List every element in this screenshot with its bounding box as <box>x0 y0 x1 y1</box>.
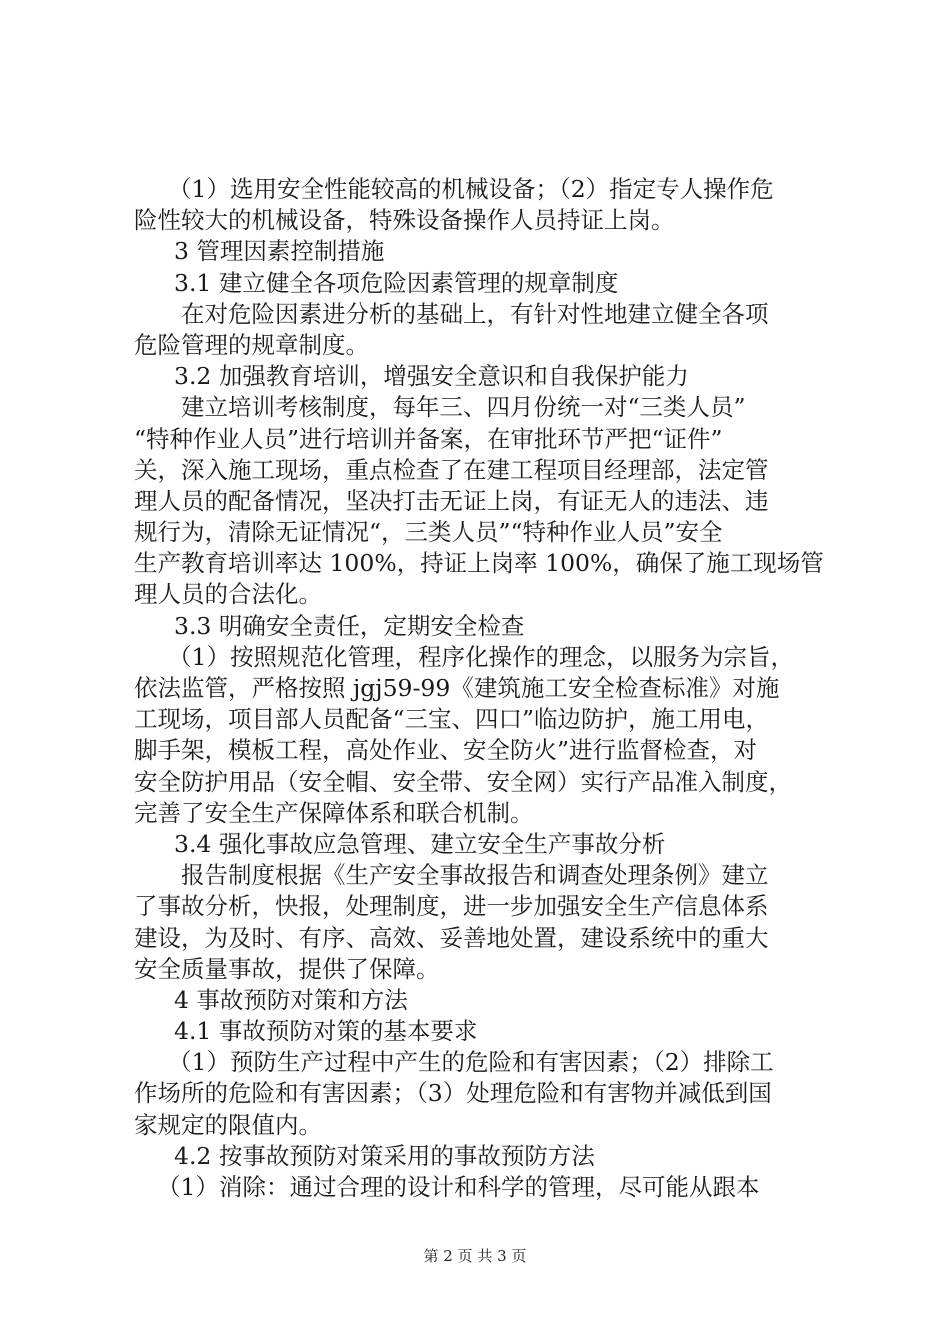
text-line: 完善了安全生产保障体系和联合机制。 <box>134 798 534 827</box>
text-line: 报告制度根据《生产安全事故报告和调查处理条例》建立 <box>181 861 769 890</box>
text-line: 在对危险因素进分析的基础上，有针对性地建立健全各项 <box>181 299 769 328</box>
text-line: 依法监管，严格按照 jgj59-99《建筑施工安全检查标准》对施 <box>134 674 780 702</box>
text-line: 关，深入施工现场，重点检查了在建工程项目经理部，法定管 <box>134 455 769 484</box>
text-line: 作场所的危险和有害因素；（3）处理危险和有害物并减低到国 <box>134 1079 772 1108</box>
text-line: （1）按照规范化管理，程序化操作的理念，以服务为宗旨， <box>168 642 794 671</box>
text-line: 3.2 加强教育培训，增强安全意识和自我保护能力 <box>174 362 689 391</box>
page-footer: 第 2 页 共 3 页 <box>423 1247 527 1265</box>
text-line: 了事故分析，快报，处理制度，进一步加强安全生产信息体系 <box>134 892 769 921</box>
text-line: 脚手架，模板工程，高处作业、安全防火”进行监督检查，对 <box>134 736 758 765</box>
text-line: 安全防护用品（安全帽、安全带、安全网）实行产品准入制度， <box>134 767 792 796</box>
text-line: 生产教育培训率达 100%，持证上岗率 100%，确保了施工现场管 <box>134 549 824 578</box>
text-line: 工现场，项目部人员配备“三宝、四口”临边防护，施工用电， <box>134 705 770 734</box>
text-line: 3.4 强化事故应急管理、建立安全生产事故分析 <box>174 829 666 858</box>
text-line: 险性较大的机械设备，特殊设备操作人员持证上岗。 <box>134 206 675 235</box>
text-line: 规行为，清除无证情况“，三类人员”“特种作业人员”安全 <box>134 518 723 547</box>
text-line: （1）选用安全性能较高的机械设备；（2）指定专人操作危 <box>168 175 774 203</box>
text-line: 家规定的限值内。 <box>134 1110 322 1139</box>
text-line: （1）预防生产过程中产生的危险和有害因素；（2）排除工 <box>168 1048 774 1077</box>
text-line: “特种作业人员”进行培训并备案，在审批环节严把“证件” <box>134 424 723 453</box>
text-line: 建立培训考核制度，每年三、四月份统一对“三类人员” <box>181 393 746 422</box>
text-line: 建设，为及时、有序、高效、妥善地处置，建设系统中的重大 <box>134 923 769 952</box>
text-line: 4 事故预防对策和方法 <box>174 985 408 1014</box>
body-text <box>134 174 834 1203</box>
text-line: 3 管理因素控制措施 <box>174 237 385 266</box>
text-line: 危险管理的规章制度。 <box>134 330 369 359</box>
text-line: 3.3 明确安全责任，定期安全检查 <box>174 611 525 640</box>
text-line: 理人员的合法化。 <box>134 580 322 609</box>
text-line: 4.2 按事故预防对策采用的事故预防方法 <box>174 1141 595 1170</box>
text-line: （1）消除：通过合理的设计和科学的管理，尽可能从跟本 <box>157 1173 760 1201</box>
text-line: 安全质量事故，提供了保障。 <box>134 954 440 983</box>
text-line: 理人员的配备情况，坚决打击无证上岗，有证无人的违法、违 <box>134 486 769 515</box>
text-line: 4.1 事故预防对策的基本要求 <box>174 1017 478 1046</box>
text-line: 3.1 建立健全各项危险因素管理的规章制度 <box>174 268 619 297</box>
